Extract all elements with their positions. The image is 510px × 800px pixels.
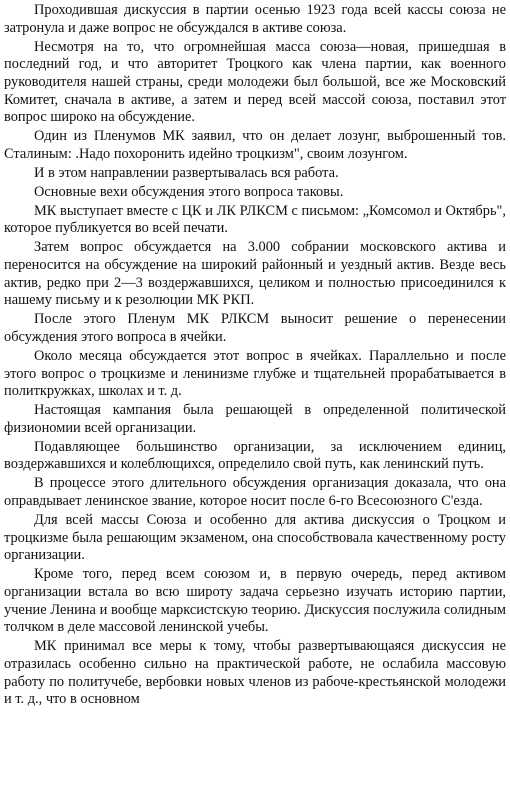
paragraph: Проходившая дискуссия в партии осенью 1923 года всей кассы союза не затронула и даже вопрос не обсуждался в активе союза.: [4, 2, 506, 36]
paragraph: Несмотря на то, что огромнейшая масса союза—новая, пришедшая в последний год, и что авторитет Троцкого как члена партии, как военного руководителя нашей страны, среди молодежи был большой, все же Московский Комитет, сначала в активе, а затем и перед всей массой союза, поставил этот вопрос широко на обсуждение.: [4, 38, 506, 126]
paragraph: После этого Пленум МК РЛКСМ выносит решение о перенесении обсуждения этого вопроса в ячейки.: [4, 311, 506, 345]
paragraph: Настоящая кампания была решающей в определенной политической физиономии всей организации.: [4, 402, 506, 436]
paragraph: Подавляющее большинство организации, за исключением единиц, воздержавшихся и колеблющихся, определило свой путь, как ленинский путь.: [4, 438, 506, 473]
paragraph: МК выступает вместе с ЦК и ЛК РЛКСМ с письмом: „Комсомол и Октябрь", которое публикуется во всей печати.: [4, 202, 506, 237]
paragraph: Один из Пленумов МК заявил, что он делает лозунг, выброшенный тов. Сталиным: .Надо похоронить идейно троцкизм", своим лозунгом.: [4, 128, 506, 162]
paragraph: МК принимал все меры к тому, чтобы развертывающаяся дискуссия не отразилась особенно сильно на практической работе, не ослабила массовую работу по политучебе, вербовки новых членов из рабоче-крестьянской молодежи и т. д., что в основном: [4, 638, 506, 708]
paragraph: Основные вехи обсуждения этого вопроса таковы.: [34, 183, 344, 200]
paragraph: И в этом направлении развертывалась вся работа.: [34, 164, 339, 181]
paragraph: Затем вопрос обсуждается на 3.000 собрании московского актива и переносится на обсуждение на широкий районный и уездный актив. Везде весь актив, редко при 2—3 воздержавшихся, целиком и полностью присоединился к нашему письму и к резолюции МК РКП.: [4, 239, 506, 309]
paragraph: Для всей массы Союза и особенно для актива дискуссия о Троцком и троцкизме была решающим экзаменом, она способствовала качественному росту организации.: [4, 511, 506, 564]
paragraph: Около месяца обсуждается этот вопрос в ячейках. Параллельно и после этого вопрос о троцкизме и ленинизме глубже и тщательней прорабатывается в политкружках, школах и т. д.: [4, 347, 506, 400]
paragraph: Кроме того, перед всем союзом и, в первую очередь, перед активом организации встала во всю широту задача серьезно изучать историю партии, учение Ленина и вообще марксистскую теорию. Дискуссия послужила солидным толчком в деле массовой ленинской учебы.: [4, 566, 506, 636]
paragraph: В процессе этого длительного обсуждения организация доказала, что она оправдывает ленинское звание, которое носит после 6-го Всесоюзного С'езда.: [4, 475, 506, 510]
